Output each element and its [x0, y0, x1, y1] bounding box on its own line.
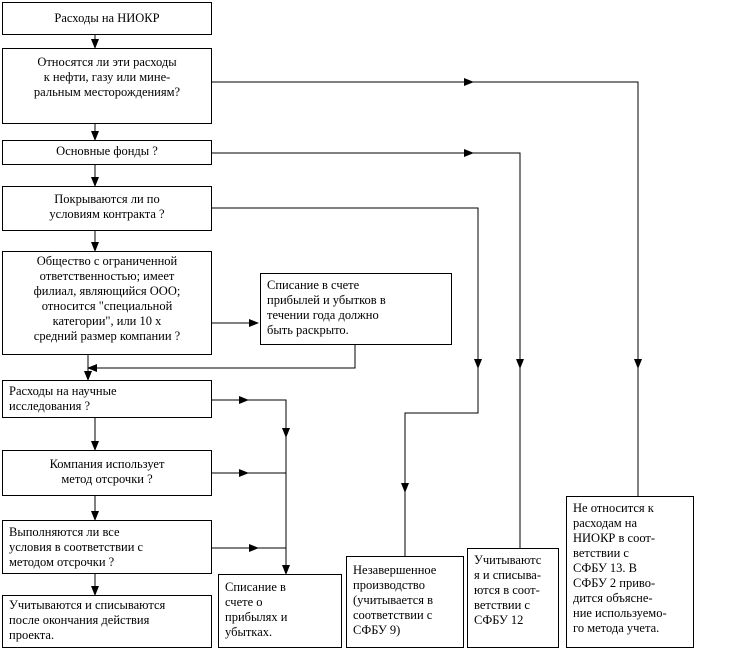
result-sfbu13-label: Не относится к расходам на НИОКР в соот- ветствии с СФБУ 13. В СФБУ 2 приво- дится объяснe- ние используемо- го метода учета. — [573, 501, 667, 635]
start-label: Расходы на НИОКР — [54, 11, 160, 25]
question-research-label: Расходы на научные исследования ? — [9, 384, 117, 413]
question-deferral-box — [2, 450, 212, 496]
question-fixed-assets-label: Основные фонды ? — [56, 144, 158, 158]
result-writeoff-year-label: Списание в счете прибылей и убытков в течении года должно быть раскрыто. — [267, 278, 386, 337]
line-research-to-collector — [248, 400, 286, 437]
line-fixed-to-sfbu12 — [473, 153, 520, 368]
question-deferral-label: Компания использует метод отсрочки ? — [49, 457, 165, 486]
result-sfbu12-box — [467, 548, 559, 648]
result-after-project-box — [2, 595, 212, 648]
question-fixed-assets-box — [2, 140, 212, 165]
question-contract-box — [2, 186, 212, 231]
result-wip-box — [346, 556, 464, 648]
question-oil-gas-label: Относятся ли эти расходы к нефти, газу или мине- ральным месторождениям? — [33, 55, 181, 99]
result-writeoff-pl-label: Списание в счете о прибылях и убытках. — [225, 580, 288, 639]
question-research-box — [2, 380, 212, 418]
question-llc-box — [2, 251, 212, 355]
result-sfbu13-box — [566, 496, 694, 648]
result-sfbu12-label: Учитываютс я и списыва- ются в соот- ветствии с СФБУ 12 — [474, 553, 542, 627]
start-box — [2, 2, 212, 35]
result-writeoff-pl-box — [218, 574, 342, 648]
line-oil-to-sfbu13 — [473, 82, 638, 368]
question-llc-label: Общество с ограниченной ответственностью; имеет филиал, являющийся ООО; относится "специальной категории", или 10 х средний размер компании ? — [33, 254, 181, 343]
question-oil-gas-box — [2, 48, 212, 124]
result-wip-label: Незавершенное производство (учитывается в соответствии с СФБУ 9) — [353, 563, 437, 637]
result-after-project-label: Учитываются и списываются после окончания действия проекта. — [9, 598, 166, 642]
result-writeoff-year-box — [260, 273, 452, 345]
question-conditions-label: Выполняются ли все условия в соответствии с методом отсрочки ? — [9, 525, 144, 569]
question-contract-label: Покрываются ли по условиям контракта ? — [49, 192, 165, 221]
question-conditions-box — [2, 520, 212, 574]
line-contract-to-wip — [405, 368, 478, 492]
